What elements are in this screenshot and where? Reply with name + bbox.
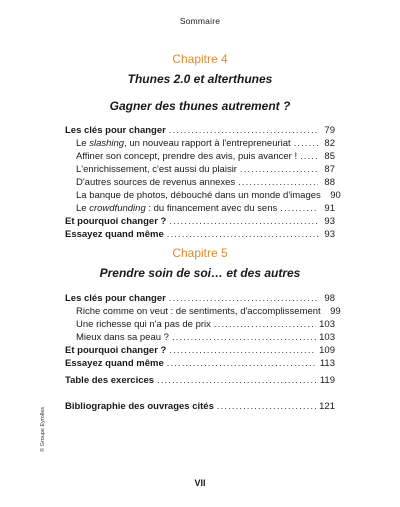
toc-entry[interactable] <box>65 228 335 241</box>
toc-entry-label: Les clés pour changer <box>65 125 166 136</box>
toc-entry[interactable] <box>65 305 341 318</box>
toc-entry[interactable] <box>65 400 335 413</box>
toc-entry-page: 99 <box>330 306 341 317</box>
toc-entry[interactable] <box>65 344 335 357</box>
toc-entry-label: Une richesse qui n'a pas de prix <box>76 319 211 330</box>
chapter-4-toc <box>65 124 341 241</box>
toc-entry[interactable] <box>65 292 335 305</box>
leader-dots <box>169 292 318 305</box>
toc-entry-label: Essayez quand même <box>65 229 164 240</box>
copyright-notice: © Groupe Eyrolles <box>40 406 46 452</box>
toc-entry-label: Affiner son concept, prendre des avis, puis avancer ! <box>76 151 298 162</box>
toc-entry[interactable] <box>65 176 335 189</box>
chapter-5-toc <box>65 292 341 370</box>
leader-dots <box>300 150 318 163</box>
toc-entry-page: 98 <box>324 293 335 304</box>
toc-entry-page: 93 <box>324 216 335 227</box>
toc-entry[interactable] <box>65 137 335 150</box>
toc-entry[interactable] <box>65 331 335 344</box>
leader-dots <box>214 318 316 331</box>
toc-entry-page: 113 <box>319 358 335 369</box>
toc-entry-page: 93 <box>324 229 335 240</box>
chapter-4-subtitle: Gagner des thunes autrement ? <box>109 99 291 113</box>
toc-entry-page: 109 <box>319 345 335 356</box>
toc-entry[interactable] <box>65 189 341 202</box>
toc-entry-page: 79 <box>324 125 335 136</box>
back-matter-toc <box>65 374 335 387</box>
toc-entry[interactable] <box>65 202 335 215</box>
leader-dots <box>294 137 318 150</box>
chapter-5-title: Prendre soin de soi… et des autres <box>99 266 301 280</box>
toc-entry-label: Et pourquoi changer ? <box>65 345 167 356</box>
chapter-4-title: Thunes 2.0 et alterthunes <box>127 72 273 86</box>
toc-entry-page: 85 <box>324 151 335 162</box>
toc-entry-label: Riche comme on veut : de sentiments, d'accomplissement <box>76 306 321 317</box>
toc-entry-label: D'autres sources de revenus annexes <box>76 177 236 188</box>
leader-dots <box>157 374 317 387</box>
toc-entry-page: 88 <box>324 177 335 188</box>
toc-entry-label: Le crowdfunding : du financement avec du sens <box>76 203 278 214</box>
toc-entry-label: Le slashing, un nouveau rapport à l'entrepreneuriat <box>76 138 291 149</box>
toc-entry-label: Table des exercices <box>65 375 155 386</box>
toc-entry-label: Les clés pour changer <box>65 293 166 304</box>
toc-entry-label: Et pourquoi changer ? <box>65 216 167 227</box>
toc-entry[interactable] <box>65 357 335 370</box>
toc-entry-page: 103 <box>319 319 335 330</box>
toc-entry[interactable] <box>65 215 335 228</box>
toc-entry-page: 121 <box>319 401 335 412</box>
toc-entry[interactable] <box>65 318 335 331</box>
toc-entry[interactable] <box>65 163 335 176</box>
leader-dots <box>238 176 318 189</box>
leader-dots <box>172 331 316 344</box>
page-number: VII <box>194 478 206 488</box>
toc-entry[interactable] <box>65 150 335 163</box>
leader-dots <box>169 215 318 228</box>
toc-entry[interactable] <box>65 124 335 137</box>
leader-dots <box>217 400 316 413</box>
leader-dots <box>280 202 318 215</box>
toc-entry-page: 82 <box>324 138 335 149</box>
toc-entry-label: La banque de photos, débouché dans un monde d'images <box>76 190 321 201</box>
running-head: Sommaire <box>179 16 221 26</box>
toc-entry-page: 119 <box>319 375 335 386</box>
toc-entry-page: 91 <box>324 203 335 214</box>
leader-dots <box>167 357 317 370</box>
toc-entry-label: Mieux dans sa peau ? <box>76 332 169 343</box>
leader-dots <box>169 124 318 137</box>
toc-entry-page: 87 <box>324 164 335 175</box>
toc-entry-page: 90 <box>330 190 341 201</box>
leader-dots <box>240 163 318 176</box>
toc-entry[interactable] <box>65 374 335 387</box>
toc-entry-label: Bibliographie des ouvrages cités <box>65 401 214 412</box>
leader-dots <box>169 344 316 357</box>
chapter-4-number: Chapitre 4 <box>172 52 228 66</box>
toc-entry-label: L'enrichissement, c'est aussi du plaisir <box>76 164 237 175</box>
toc-entry-page: 103 <box>319 332 335 343</box>
toc-entry-label: Essayez quand même <box>65 358 164 369</box>
chapter-5-number: Chapitre 5 <box>172 246 228 260</box>
back-matter-toc-2 <box>65 400 335 413</box>
leader-dots <box>167 228 318 241</box>
